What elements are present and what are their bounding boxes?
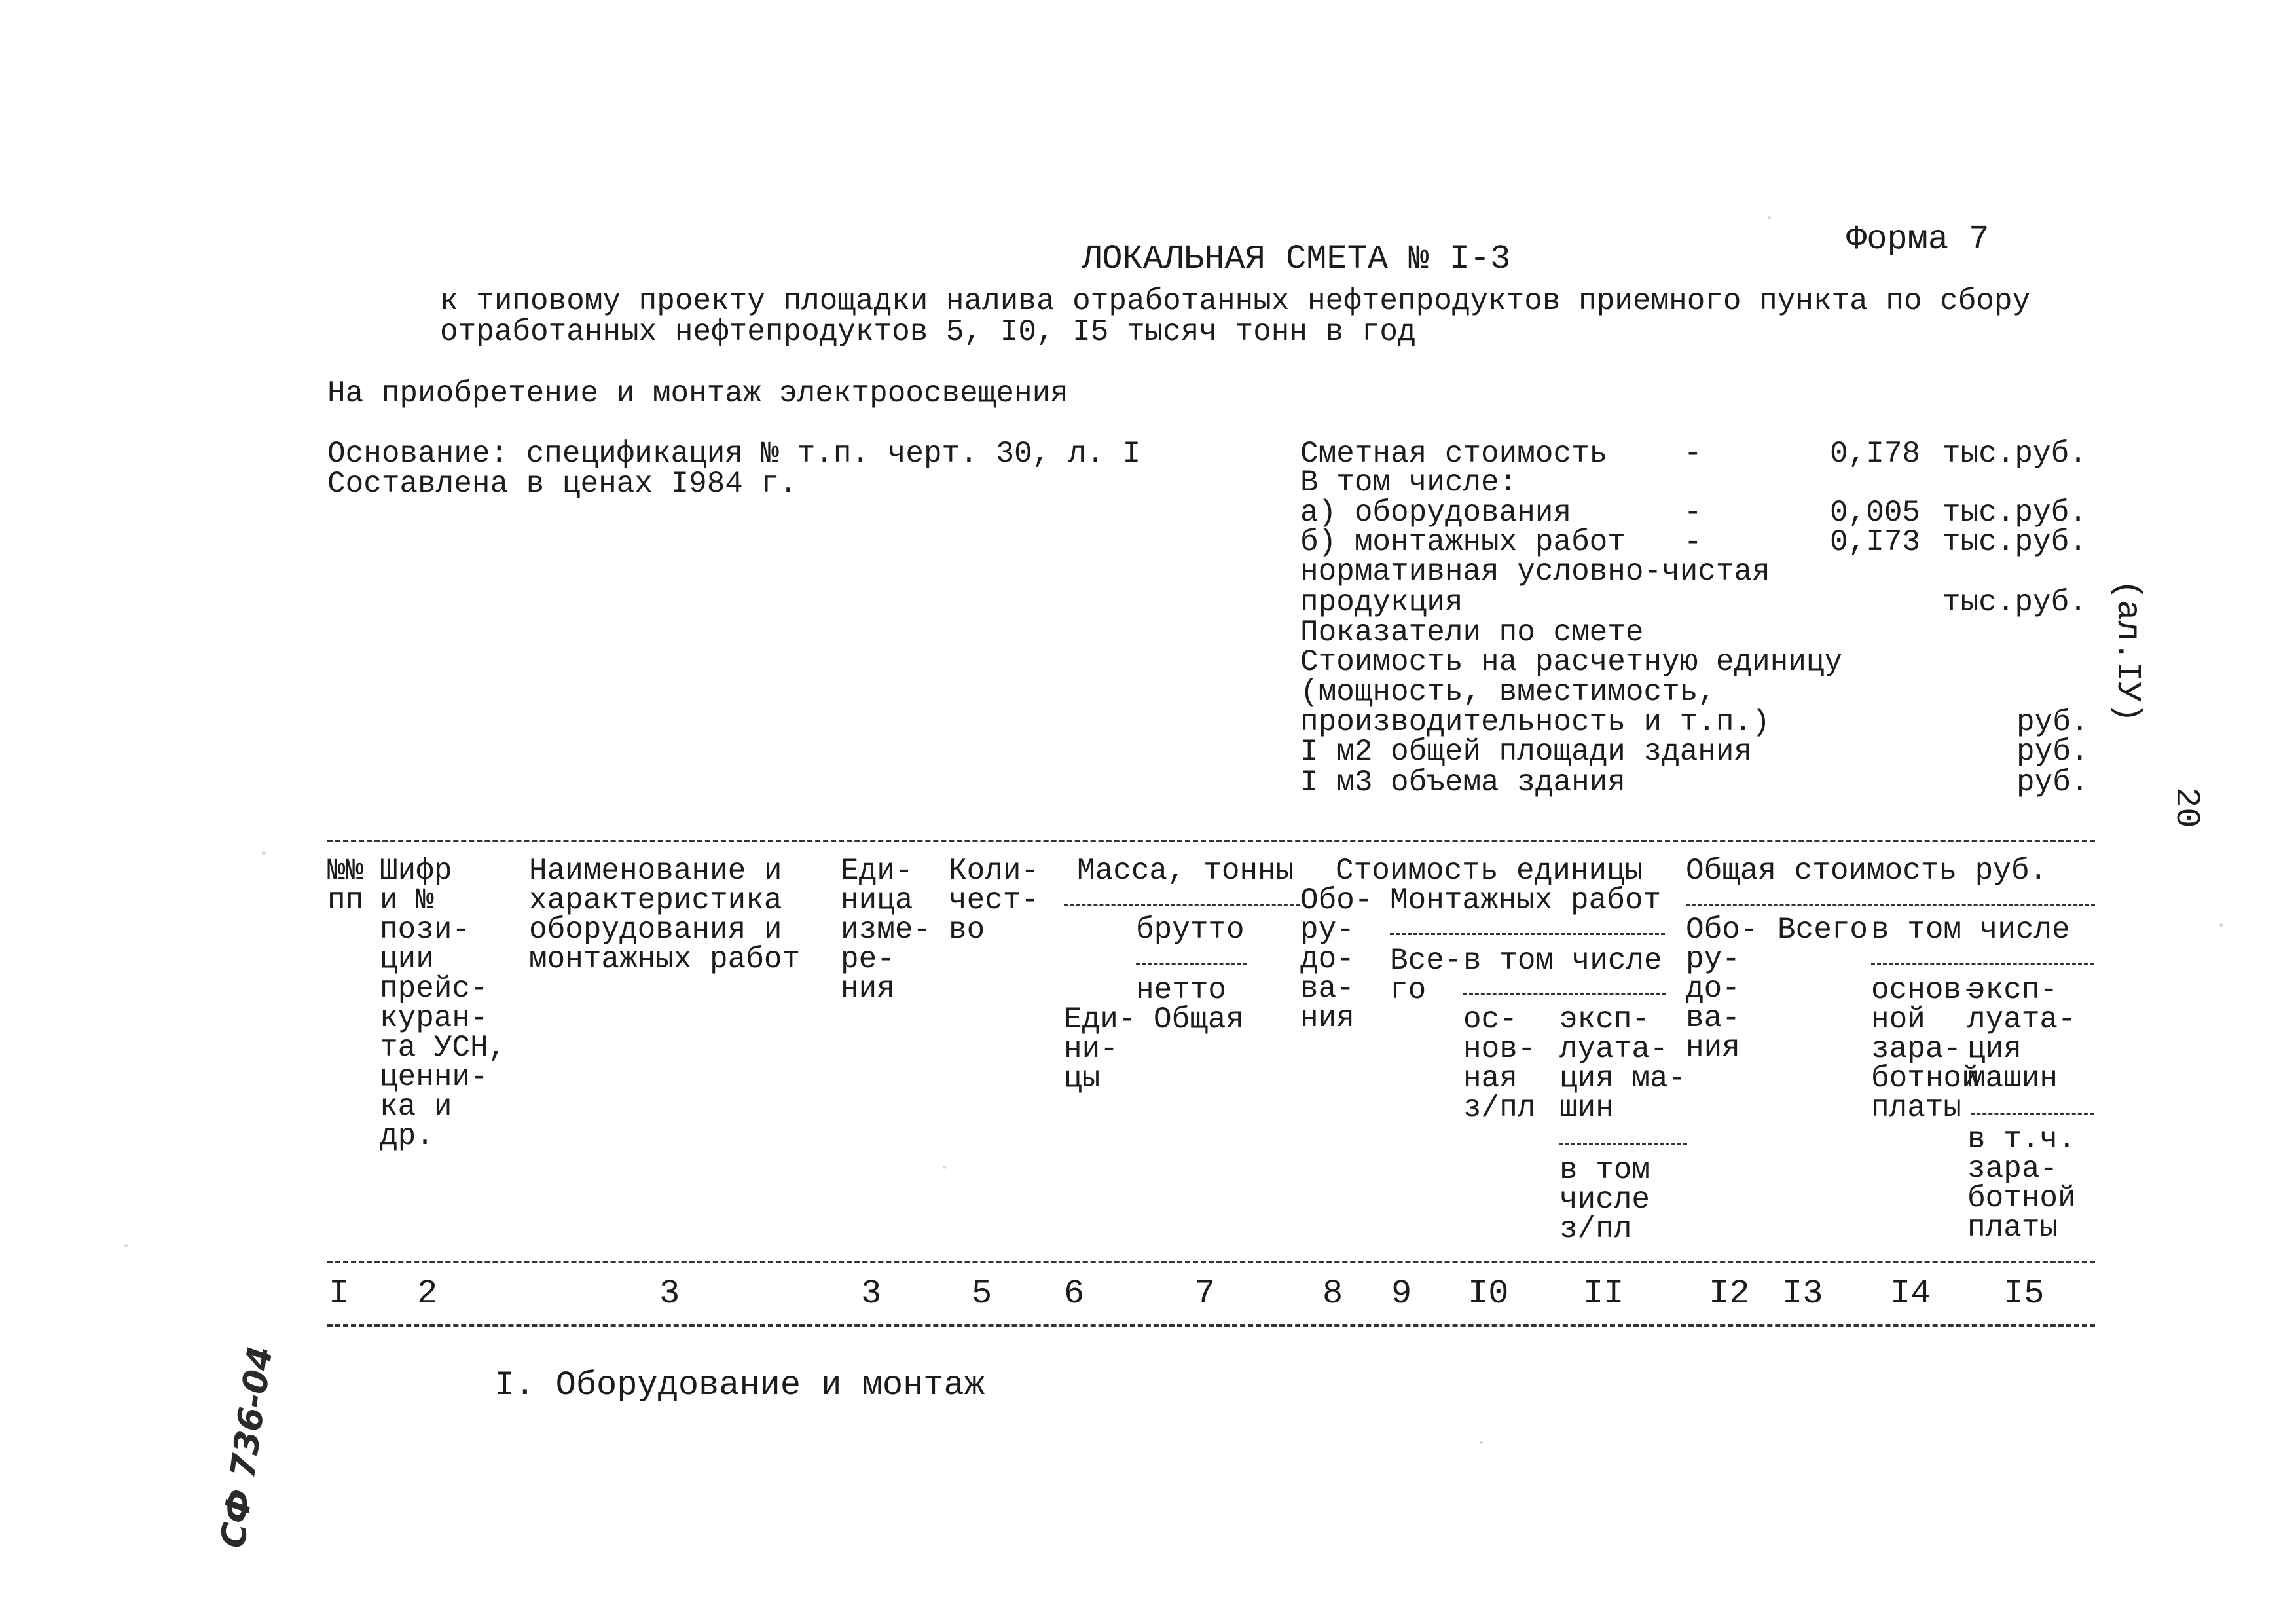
- speck: [1768, 216, 1771, 219]
- cost-label: Показатели по смете: [1300, 616, 1644, 650]
- table-top-rule: [327, 840, 2095, 842]
- header-unit-cost: Стоимость единицы: [1336, 854, 1643, 888]
- cost-unit: тыс.руб.: [1942, 585, 2087, 619]
- column-number: 6: [1064, 1274, 1085, 1313]
- cost-dash: -: [1684, 525, 1702, 559]
- price-base-line: Составлена в ценах I984 г.: [327, 467, 797, 501]
- column-number: 8: [1322, 1274, 1343, 1313]
- purpose-line: На приобретение и монтаж электроосвещения: [327, 377, 1068, 411]
- header-installation-rule: [1390, 933, 1665, 935]
- header-mass-rule: [1064, 904, 1300, 906]
- header-installation-including-rule: [1463, 993, 1666, 995]
- header-installation-total: Все- го: [1390, 944, 1463, 1007]
- document-subtitle-line-1: к типовому проекту площадки налива отработанных нефтепродуктов приемного пункта по сбору: [440, 284, 2031, 318]
- column-numbers-bottom-rule: [327, 1324, 2095, 1327]
- form-label: Форма 7: [1846, 220, 1990, 259]
- column-number: I5: [2003, 1274, 2045, 1313]
- speck: [2219, 923, 2223, 927]
- header-total-machines-wage: в т.ч. зара- ботной платы: [1967, 1122, 2076, 1245]
- header-mass: Масса, тонны: [1077, 854, 1294, 888]
- header-total-including-rule: [1871, 963, 2094, 965]
- header-machine-operation: эксп- луата- ция ма- шин: [1559, 1003, 1686, 1125]
- section-heading: I. Оборудование и монтаж: [494, 1366, 985, 1405]
- column-number: I: [329, 1274, 350, 1313]
- column-number: I0: [1468, 1274, 1509, 1313]
- header-installation-including: в том числе: [1463, 944, 1662, 978]
- header-price-code: Шифр и № пози- ции прейс- куран- та УСН, ценни- ка и др.: [380, 854, 507, 1153]
- header-total-cost: Общая стоимость руб.: [1686, 854, 2048, 888]
- page-number: 20: [2167, 787, 2206, 828]
- column-number: 3: [861, 1274, 882, 1313]
- header-mass-total: Общая: [1154, 1003, 1245, 1037]
- cost-value: 0,I78: [1830, 437, 1921, 471]
- column-number: 2: [417, 1274, 438, 1313]
- header-total-basic-wage: основ- ной зара- ботной платы: [1871, 973, 1980, 1125]
- document-title: ЛОКАЛЬНАЯ СМЕТА № I-3: [1082, 240, 1511, 278]
- cost-dash: -: [1684, 496, 1702, 530]
- cost-label: нормативная условно-чистая: [1300, 555, 1770, 589]
- header-bottom-rule: [327, 1261, 2095, 1263]
- cost-unit: руб.: [2016, 766, 2089, 800]
- header-mass-brutto: брутто: [1136, 913, 1245, 947]
- cost-label: производительность и т.п.): [1300, 705, 1770, 739]
- basis-line: Основание: спецификация № т.п. черт. 30, л. I: [327, 437, 1141, 471]
- column-number: 5: [972, 1274, 993, 1313]
- header-mass-netto: нетто: [1136, 973, 1227, 1007]
- header-machine-rule: [1559, 1143, 1687, 1145]
- cost-label: Сметная стоимость: [1300, 437, 1608, 471]
- cost-unit: руб.: [2016, 735, 2089, 769]
- header-mass-brutto-rule: [1136, 963, 1247, 965]
- header-unit: Еди- ница изме- ре- ния: [841, 854, 932, 1006]
- column-number: 7: [1195, 1274, 1216, 1313]
- header-total-cost-rule: [1686, 904, 2095, 906]
- cost-label: I м2 общей площади здания: [1300, 735, 1753, 769]
- header-mass-unit: Еди- ни- цы: [1064, 1003, 1137, 1096]
- header-row-number: №№ пп: [327, 854, 364, 917]
- header-total-machines: эксп- луата- ция машин: [1967, 973, 2076, 1096]
- document-subtitle-line-2: отработанных нефтепродуктов 5, I0, I5 тысяч тонн в год: [440, 315, 1416, 349]
- column-number: I2: [1709, 1274, 1750, 1313]
- header-total-all: Всего: [1777, 913, 1868, 947]
- column-number: II: [1583, 1274, 1624, 1313]
- header-quantity: Коли- чест- во: [949, 854, 1040, 947]
- cost-label: (мощность, вместимость,: [1300, 675, 1716, 709]
- header-total-including: в том числе: [1871, 913, 2070, 947]
- column-number: I4: [1890, 1274, 1931, 1313]
- cost-unit: тыс.руб.: [1942, 437, 2087, 471]
- header-total-equipment: Обо- ру- до- ва- ния: [1686, 913, 1758, 1065]
- header-machine-wage: в том числе з/пл: [1559, 1153, 1650, 1246]
- header-unit-cost-equipment: Обо- ру- до- ва- ния: [1300, 883, 1373, 1035]
- header-name: Наименование и характеристика оборудования и монтажных работ: [529, 854, 801, 976]
- cost-label: б) монтажных работ: [1300, 525, 1626, 559]
- cost-label: В том числе:: [1300, 466, 1518, 500]
- column-number: 3: [659, 1274, 680, 1313]
- cost-label: Стоимость на расчетную единицу: [1300, 645, 1843, 679]
- cost-label: продукция: [1300, 585, 1463, 619]
- cost-unit: тыс.руб.: [1942, 525, 2087, 559]
- cost-value: 0,005: [1830, 496, 1921, 530]
- speck: [943, 1166, 946, 1169]
- cost-unit: тыс.руб.: [1942, 496, 2087, 530]
- column-number: I3: [1782, 1274, 1823, 1313]
- column-number: 9: [1391, 1274, 1412, 1313]
- speck: [1480, 1441, 1483, 1444]
- header-total-machines-rule: [1971, 1113, 2094, 1115]
- speck: [262, 851, 266, 855]
- cost-value: 0,I73: [1830, 525, 1921, 559]
- archive-stamp: СФ 736-04: [213, 1344, 281, 1551]
- header-basic-wage: ос- нов- ная з/пл: [1463, 1003, 1536, 1125]
- cost-unit: руб.: [2016, 705, 2089, 739]
- cost-label: а) оборудования: [1300, 496, 1572, 530]
- cost-label: I м3 объема здания: [1300, 766, 1626, 800]
- cost-dash: -: [1684, 437, 1702, 471]
- speck: [124, 1244, 128, 1247]
- side-code: (ал.IУ): [2108, 580, 2147, 723]
- header-installation: Монтажных работ: [1390, 883, 1662, 917]
